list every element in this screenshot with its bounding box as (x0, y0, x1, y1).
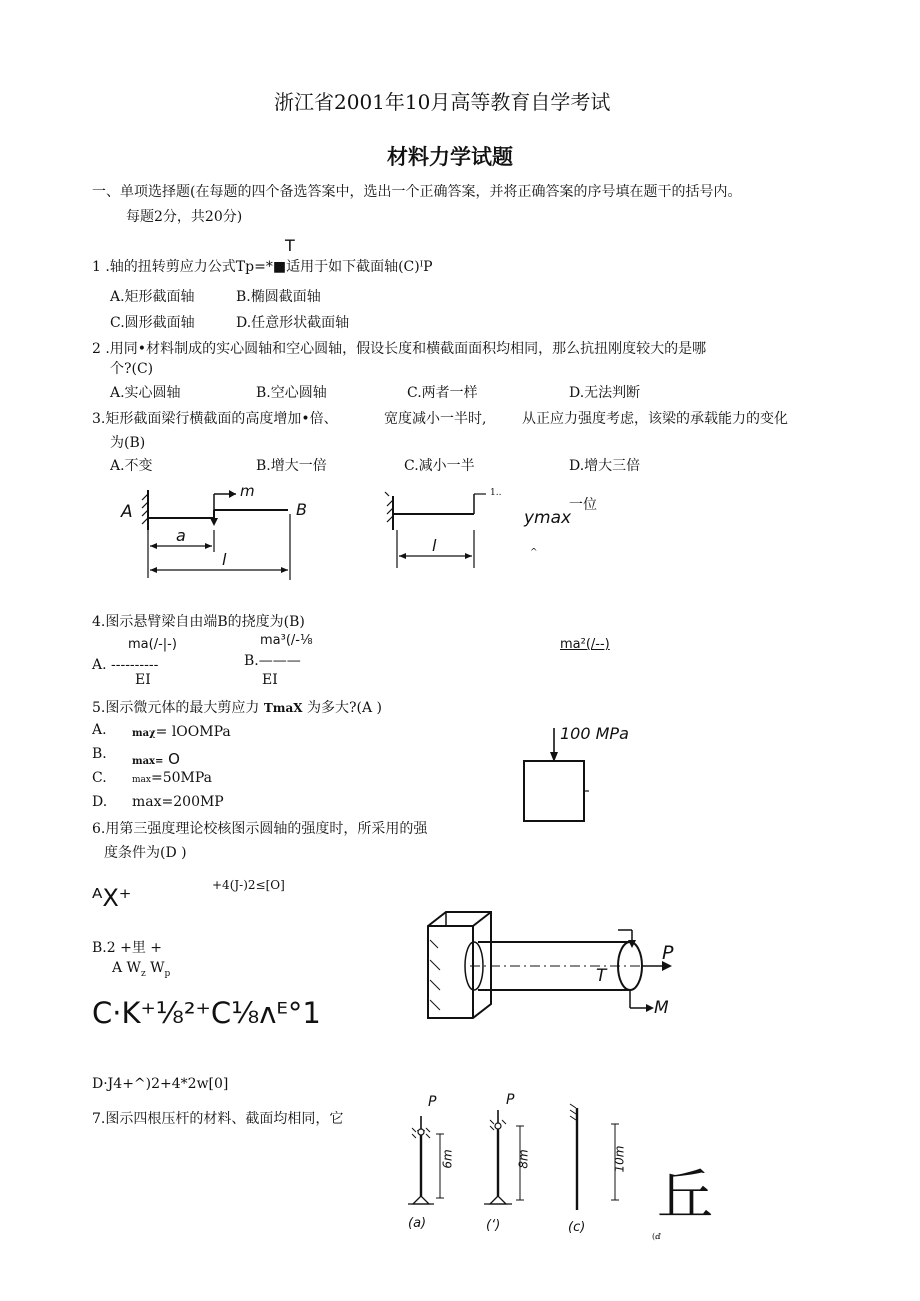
exam-title: 浙江省2001年10月高等教育自学考试 (274, 90, 611, 114)
q1-option-b: B.椭圆截面轴 (236, 289, 321, 305)
q4-stem: 4.图示悬臂梁自由端B的挠度为(B) (92, 614, 305, 630)
q5-option-c-label: C. (92, 770, 107, 786)
column-c-caption: (c) (568, 1220, 586, 1235)
q3-stem-c: 从正应力强度考虑，该梁的承载能力的变化 (522, 411, 788, 427)
q3-stem-b: 宽度减小一半时, (384, 411, 487, 427)
beam-dim-l: l (222, 550, 227, 569)
q1-option-a: A.矩形截面轴 (110, 289, 195, 305)
q4-a-numerator: ma(/-|-) (128, 637, 177, 652)
column-a-caption: (a) (408, 1216, 427, 1231)
shaft-torque-t: T (596, 966, 607, 986)
q7-stem: 7.图示四根压杆的材料、截面均相同，它 (92, 1111, 344, 1127)
q4-a-fraction-line: A. ---------- (92, 657, 159, 673)
q3-option-a: A.不变 (110, 458, 153, 474)
q5-stem-text: 5.图示微元体的最大剪应力 (92, 700, 260, 716)
q4-a-denominator: EI (135, 672, 151, 688)
column-d-caption: (ⅆ (652, 1232, 661, 1241)
q3-option-d: D.增大三倍 (569, 458, 641, 474)
q2-stem: 2 .用同•材料制成的实心圆轴和空心圆轴，假设长度和横截面面积均相同，那么抗扭刚度较大的是哪 (92, 341, 707, 357)
deflection-ymax-label: ymax (524, 508, 572, 528)
q6-b-sub-z: z (140, 968, 146, 979)
q5-a-value: = lOOMPa (155, 724, 231, 740)
beam-label-m: m (240, 482, 255, 500)
q5-option-d-label: D. (92, 794, 108, 810)
column-a-load-p: P (428, 1094, 437, 1110)
beam-label-b: B (296, 500, 307, 519)
q1-stem: 1 .轴的扭转剪应力公式Tp=*■适用于如下截面轴(C)ᴵP (92, 259, 433, 275)
q6-option-a-small: +4(J-)2≤[O] (212, 878, 285, 892)
column-c-length: 10m (612, 1145, 627, 1173)
column-b-caption: (‘) (486, 1218, 501, 1233)
q4-b-numerator: ma³(/-⅛ (260, 633, 313, 648)
q6-option-b-line1: B.2 +里 + (92, 940, 163, 956)
q5-c-max: max (132, 775, 151, 785)
q5-b-max: max= (132, 756, 164, 767)
q5-a-max: maχ (132, 728, 156, 739)
column-a-length: 6m (440, 1149, 455, 1169)
q2-option-c: C.两者一样 (407, 385, 478, 401)
q6-option-c-big: C·K⁺⅛²⁺C⅛ᴧᴱ°1 (92, 996, 321, 1030)
q6-option-a-big: ᴬX⁺ (92, 884, 132, 912)
q5-stem-tmax: TmaX (263, 701, 303, 715)
q5-stem-end: 为多大?(A ) (306, 700, 382, 716)
q4-b-fraction-line: B.——— (244, 653, 301, 669)
beam2-tiny-mark: 1.. (490, 488, 502, 498)
column-b-load-p: P (506, 1092, 515, 1108)
beam-dim-a: a (176, 526, 186, 545)
q2-stem-cont: 个?(C) (110, 361, 154, 377)
beam-label-a: A (121, 502, 133, 522)
stress-label: 100 MPa (560, 724, 629, 743)
q3-option-c: C.减小一半 (404, 458, 475, 474)
q2-option-d: D.无法判断 (569, 385, 641, 401)
q5-c-value: =50MPa (150, 770, 213, 786)
q3-extra: 一位 (569, 497, 597, 513)
q5-option-a-label: A. (92, 722, 107, 738)
q6-b-w: W (150, 960, 165, 976)
q3-stem-a: 3.矩形截面梁行横截面的高度增加•倍、 (92, 411, 338, 427)
shaft-moment-m: M (654, 998, 669, 1018)
q2-option-a: A.实心圆轴 (110, 385, 181, 401)
q6-stem-cont: 度条件为(D ) (104, 845, 187, 861)
q3-option-b: B.增大一倍 (256, 458, 327, 474)
q6-stem: 6.用第三强度理论校核图示圆轴的强度时，所采用的强 (92, 821, 428, 837)
q1-option-c: C.圆形截面轴 (110, 315, 195, 331)
column-d-glyph: 丘 (657, 1164, 713, 1229)
section-heading-score: 每题2分，共20分) (126, 209, 243, 225)
q5-b-value: O (163, 750, 180, 768)
q6-option-d: D·J4+^)2+4*2w[0] (92, 1076, 229, 1092)
q4-b-denominator: EI (262, 672, 278, 688)
column-b-length: 8m (516, 1149, 531, 1169)
q5-option-d: max=200MP (132, 794, 224, 810)
section-heading: 一、单项选择题(在每题的四个备选答案中，选出一个正确答案，并将正确答案的序号填在题干的括号内。 (92, 184, 742, 200)
q1-option-d: D.任意形状截面轴 (236, 315, 350, 331)
q6-b-sub-p: p (164, 968, 171, 979)
beam2-tiny-caret: ^ (530, 548, 538, 558)
q4-c-numerator: ma²(/--) (560, 637, 610, 652)
q2-option-b: B.空心圆轴 (256, 385, 327, 401)
q3-stem-cont: 为(B) (110, 435, 146, 451)
q1-t-mark: T (285, 236, 295, 255)
exam-subtitle: 材料力学试题 (387, 145, 513, 169)
beam2-dim-l: l (432, 536, 437, 555)
q6-b-aw: A W (112, 960, 141, 976)
q5-option-b-label: B. (92, 746, 107, 762)
shaft-force-p: P (662, 942, 674, 964)
